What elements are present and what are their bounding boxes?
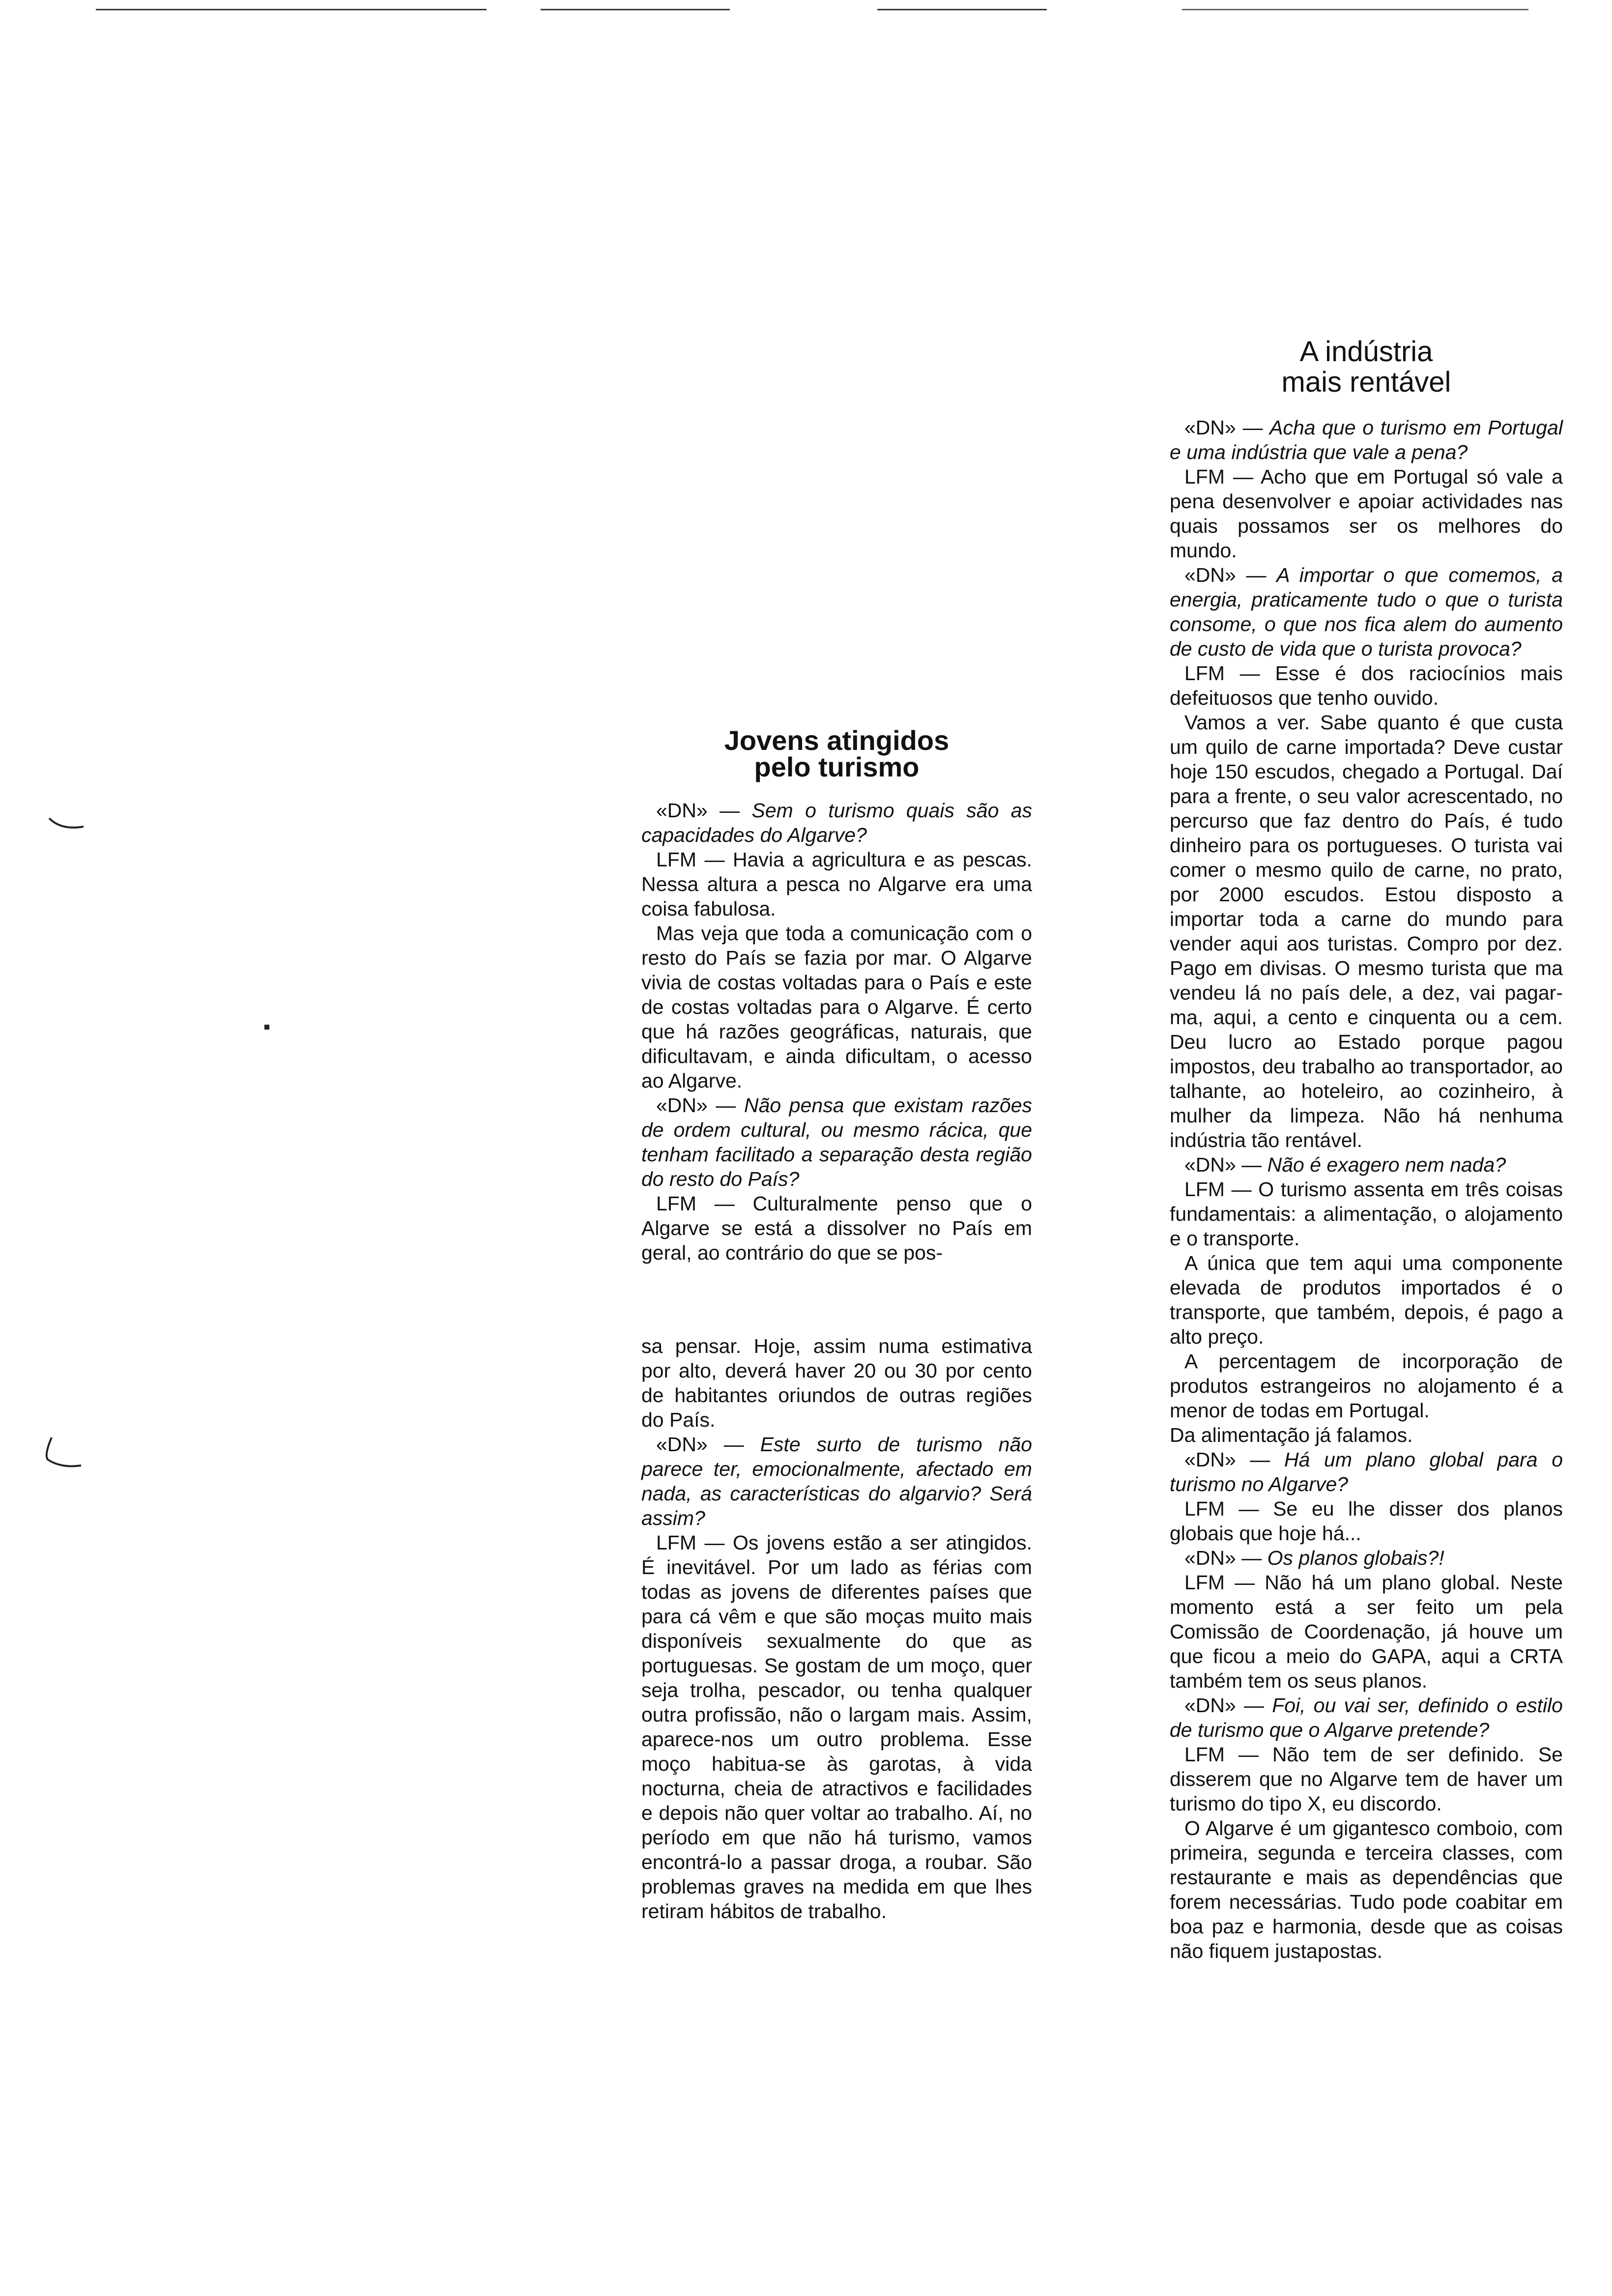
right-article-body: [1170, 415, 1563, 1963]
paragraph: «DN» — Os planos globais?!: [1184, 1547, 1444, 1569]
paragraph: «DN» — A importar o que comemos, a energia, praticamente tudo o que o turista consome, o que nos fica alem do aumento de custo de vida que o turista provoca?: [1170, 564, 1563, 660]
paragraph: «DN» — Acha que o turismo em Portugal e uma indústria que vale a pena?: [1170, 416, 1563, 463]
paragraph: LFM — Não tem de ser definido. Se disserem que no Algarve tem de haver um turismo do tipo X, eu discordo.: [1170, 1743, 1563, 1815]
paragraph: LFM — Acho que em Portugal só vale a pena desenvolver e apoiar actividades nas quais possamos ser os melhores do mundo.: [1170, 465, 1563, 562]
top-rule: [1182, 9, 1528, 10]
right-article-title: A indústria mais rentável: [1281, 336, 1451, 398]
top-rule: [541, 9, 730, 10]
paragraph: LFM — Esse é dos raciocínios mais defeituosos que tenho ouvido.: [1170, 662, 1563, 709]
paragraph: Vamos a ver. Sabe quanto é que custa um quilo de carne importada? Deve custar hoje 150 escudos, chegado a Portugal. Daí para a frente, o seu valor acrescentado, no percurso que faz dentro do País, é tudo dinheiro para os portugueses. O turista vai comer o mesmo quilo de carne, no prato, por 2000 escudos. Estou disposto a importar toda a carne do mundo para vender aqui aos turistas. Compro por dez. Pago em divisas. O mesmo turista que ma vendeu lá no país dele, a dez, vai pagar-ma, aqui, a cento e cinquenta ou a cem. Deu lucro ao Estado porque pagou impostos, deu trabalho ao transportador, ao talhante, ao hoteleiro, ao cozinheiro, à mulher da limpeza. Não há nenhuma indústria tão rentável.: [1170, 711, 1563, 1151]
paragraph: Mas veja que toda a comunicação com o resto do País se fazia por mar. O Algarve vivia de costas voltadas para o País e este de costas voltadas para o Algarve. É certo que há razões geográficas, naturais, que dificultavam, e ainda dificultam, o acesso ao Algarve.: [641, 922, 1032, 1092]
paragraph: LFM — O turismo assenta em três coisas fundamentais: a alimentação, o alojamento e o transporte.: [1170, 1178, 1563, 1250]
paragraph: «DN» — Não é exagero nem nada?: [1184, 1153, 1506, 1176]
scan-dot: [264, 1025, 269, 1030]
paragraph: «DN» — Há um plano global para o turismo no Algarve?: [1170, 1448, 1563, 1495]
paragraph: «DN» — Foi, ou vai ser, definido o estilo de turismo que o Algarve pretende?: [1170, 1694, 1563, 1741]
left-article: [641, 727, 1032, 1923]
right-article: [1170, 337, 1563, 1963]
paragraph: LFM — Havia a agricultura e as pescas. Nessa altura a pesca no Algarve era uma coisa fabulosa.: [641, 848, 1032, 920]
top-rule: [96, 9, 487, 10]
paragraph: LFM — Se eu lhe disser dos planos globais que hoje há...: [1170, 1497, 1563, 1545]
paragraph: «DN» — Não pensa que existam razões de ordem cultural, ou mesmo rácica, que tenham facilitado a separação desta região do resto do País?: [641, 1094, 1032, 1190]
paragraph: A percentagem de incorporação de produtos estrangeiros no alojamento é a menor de todas em Portugal.: [1170, 1350, 1563, 1422]
paragraph: LFM — Culturalmente penso que o Algarve se está a dissolver no País em geral, ao contrário do que se pos-: [641, 1192, 1032, 1264]
scan-mark: [47, 816, 86, 835]
top-rule: [877, 9, 1047, 10]
column-gap: [641, 1265, 1032, 1334]
paragraph: sa pensar. Hoje, assim numa estimativa por alto, deverá haver 20 ou 30 por cento de habitantes oriundos de outras regiões do País.: [641, 1335, 1032, 1431]
paragraph: Da alimentação já falamos.: [1170, 1424, 1413, 1446]
paragraph: O Algarve é um gigantesco comboio, com primeira, segunda e terceira classes, com restaurante e mais as dependências que forem necessárias. Tudo pode coabitar em boa paz e harmonia, desde que as coisas não fiquem justapostas.: [1170, 1817, 1563, 1962]
left-article-title: Jovens atingidos pelo turismo: [724, 725, 950, 782]
paragraph: LFM — Os jovens estão a ser atingidos. É inevitável. Por um lado as férias com todas as jovens de diferentes países que para cá vêm e que são moças muito mais disponíveis sexualmente do que as portuguesas. Se gostam de um moço, quer seja trolha, pescador, ou tenha qualquer outra profissão, não o largam mais. Assim, aparece-nos um outro problema. Esse moço habitua-se às garotas, à vida nocturna, cheia de atractivos e facilidades e depois não quer voltar ao trabalho. Aí, no período em que não há turismo, vamos encontrá-lo a passar droga, a roubar. São problemas graves na medida em que lhes retiram hábitos de trabalho.: [641, 1531, 1032, 1923]
paragraph: A única que tem aqui uma componente elevada de produtos importados é o transporte, que também, depois, é pago a alto preço.: [1170, 1252, 1563, 1348]
scan-mark: [42, 1435, 86, 1469]
paragraph: «DN» — Sem o turismo quais são as capacidades do Algarve?: [641, 799, 1032, 846]
left-article-body: [641, 798, 1032, 1923]
paragraph: LFM — Não há um plano global. Neste momento está a ser feito um pela Comissão de Coordenação, já houve um que ficou a meio do GAPA, aqui a CRTA também tem os seus planos.: [1170, 1571, 1563, 1692]
paragraph: «DN» — Este surto de turismo não parece ter, emocionalmente, afectado em nada, as características do algarvio? Será assim?: [641, 1433, 1032, 1529]
